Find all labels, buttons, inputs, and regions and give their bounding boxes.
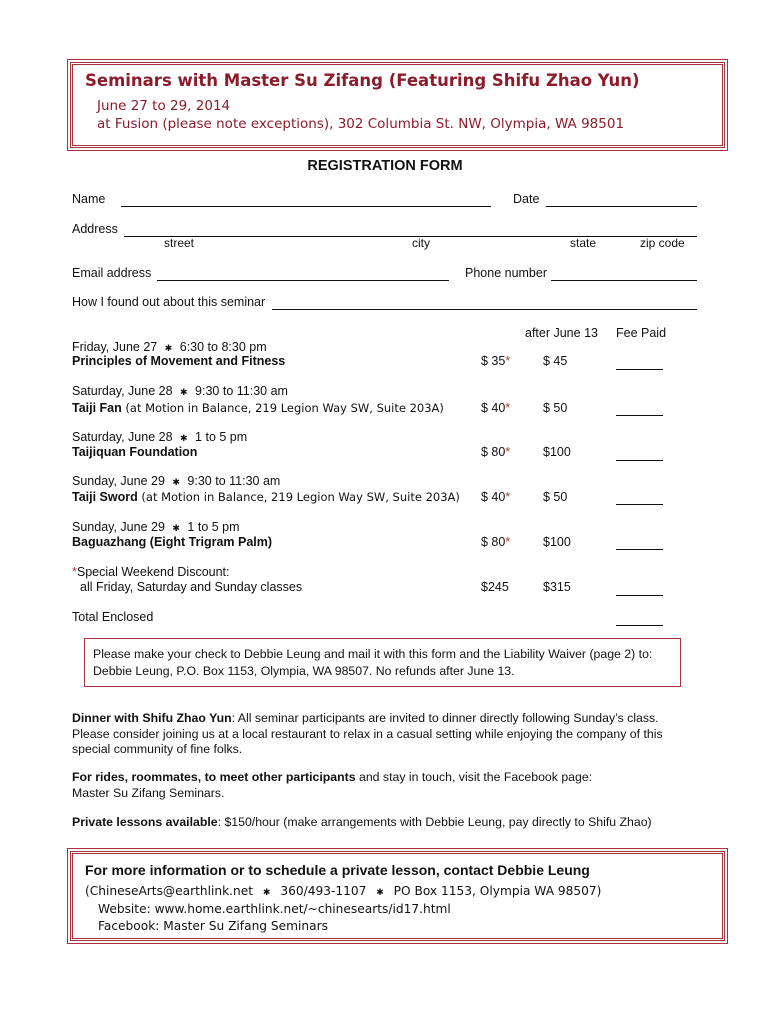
name-field[interactable] [121, 192, 491, 207]
date-label: Date [513, 192, 540, 206]
session-2-fee-field[interactable] [616, 401, 663, 416]
session-5-late-price: $100 [543, 535, 571, 549]
session-1-title: Principles of Movement and Fitness [72, 354, 286, 368]
session-1-early-price: $ 35* [481, 354, 511, 368]
discount-fee-field[interactable] [616, 581, 663, 596]
name-label: Name [72, 192, 106, 206]
session-4-schedule [72, 474, 280, 488]
session-4-venue: (at Motion in Balance, 219 Legion Way SW, Suite 203A) [137, 490, 460, 504]
session-2-day: Saturday, June 28 [72, 384, 173, 398]
dinner-lead: Dinner with Shifu Zhao Yun [72, 711, 232, 725]
found-label: How I found out about this seminar [72, 295, 266, 309]
dinner-paragraph [72, 711, 692, 758]
contact-email: (ChineseArts@earthlink.net [85, 884, 254, 898]
star-icon: ✱ [376, 888, 384, 898]
session-5-schedule [72, 520, 240, 534]
seminar-location: at Fusion (please note exceptions), 302 Columbia St. NW, Olympia, WA 98501 [97, 116, 625, 132]
session-2-late-price: $ 50 [543, 401, 568, 415]
session-4-day: Sunday, June 29 [72, 474, 165, 488]
contact-website: Website: www.home.earthlink.net/~chinesearts/id17.html [98, 902, 451, 916]
session-2-early-price: $ 40* [481, 401, 511, 415]
session-4-title: Taiji Sword [72, 490, 138, 504]
private-lead: Private lessons available [72, 815, 218, 829]
rides-lead: For rides, roommates, to meet other participants [72, 770, 356, 784]
form-title: REGISTRATION FORM [307, 158, 463, 174]
early-marker: * [505, 401, 511, 415]
session-3-day: Saturday, June 28 [72, 430, 173, 444]
star-icon: ✱ [262, 888, 271, 898]
session-1-fee-field[interactable] [616, 355, 663, 370]
session-3-late-price: $100 [543, 445, 571, 459]
session-5-title: Baguazhang (Eight Trigram Palm) [72, 535, 273, 549]
early-marker: * [505, 490, 511, 504]
session-4-title-line [72, 490, 460, 504]
session-5-time: 1 to 5 pm [187, 520, 240, 534]
address-field[interactable] [124, 222, 697, 237]
header-box [70, 62, 725, 148]
session-4-fee-field[interactable] [616, 490, 663, 505]
session-1-schedule [72, 340, 267, 354]
early-marker: * [505, 354, 511, 368]
star-icon: ✱ [180, 433, 188, 443]
session-2-title-line [72, 401, 444, 415]
discount-description: all Friday, Saturday and Sunday classes [80, 580, 303, 594]
fee-paid-header: Fee Paid [616, 326, 667, 340]
star-icon: ✱ [180, 387, 188, 397]
private-lessons-paragraph [72, 815, 692, 831]
rides-paragraph [72, 770, 632, 801]
total-enclosed-label: Total Enclosed [72, 610, 154, 624]
early-marker: * [505, 535, 511, 549]
session-1-late-price: $ 45 [543, 354, 568, 368]
address-zip-label: zip code [640, 236, 685, 250]
star-icon: ✱ [172, 523, 180, 533]
mailing-notice-box [84, 638, 681, 687]
after-june-13-header: after June 13 [525, 326, 598, 340]
contact-title: For more information or to schedule a private lesson, contact Debbie Leung [85, 862, 590, 878]
address-city-label: city [412, 236, 430, 250]
session-5-day: Sunday, June 29 [72, 520, 165, 534]
session-2-schedule [72, 384, 288, 398]
phone-label: Phone number [465, 266, 548, 280]
contact-pobox: PO Box 1153, Olympia WA 98507) [393, 884, 602, 898]
session-3-fee-field[interactable] [616, 446, 663, 461]
discount-marker: * [72, 565, 77, 579]
mailing-notice-text: Please make your check to Debbie Leung and mail it with this form and the Liability Waiver (page 2) to: Debbie Leung, P.O. Box 1153, Olympia, WA 98507. No refunds after June 13. [93, 647, 653, 678]
session-4-early-price: $ 40* [481, 490, 511, 504]
private-text: : $150/hour (make arrangements with Debbie Leung, pay directly to Shifu Zhao) [217, 815, 652, 829]
address-state-label: state [570, 236, 597, 250]
phone-field[interactable] [551, 266, 697, 281]
session-5-fee-field[interactable] [616, 535, 663, 550]
session-3-schedule [72, 430, 247, 444]
email-field[interactable] [157, 266, 449, 281]
date-field[interactable] [546, 192, 697, 207]
rides-text: and stay in touch, visit the Facebook page: Master Su Zifang Seminars. [72, 770, 593, 800]
session-4-late-price: $ 50 [543, 490, 568, 504]
dinner-text: : All seminar participants are invited to dinner directly following Sunday’s class. Please consider joining us at a local restaurant to relax in a casual setting while enjoying the company of this special community of fine folks. [72, 711, 663, 756]
early-marker: * [505, 445, 511, 459]
session-3-title: Taijiquan Foundation [72, 445, 198, 459]
session-3-time: 1 to 5 pm [195, 430, 248, 444]
discount-late-price: $315 [543, 580, 571, 594]
address-label: Address [72, 222, 118, 236]
session-2-venue: (at Motion in Balance, 219 Legion Way SW, Suite 203A) [121, 401, 444, 415]
star-icon: ✱ [172, 477, 180, 487]
session-3-early-price: $ 80* [481, 445, 511, 459]
session-1-day: Friday, June 27 [72, 340, 158, 354]
seminar-dates: June 27 to 29, 2014 [97, 98, 231, 114]
email-label: Email address [72, 266, 152, 280]
address-street-label: street [164, 236, 195, 250]
seminar-title: Seminars with Master Su Zifang (Featuring Shifu Zhao Yun) [85, 71, 640, 90]
contact-facebook: Facebook: Master Su Zifang Seminars [98, 919, 328, 933]
found-field[interactable] [272, 295, 697, 310]
star-icon: ✱ [164, 343, 173, 353]
session-1-time: 6:30 to 8:30 pm [179, 340, 267, 354]
session-5-early-price: $ 80* [481, 535, 511, 549]
total-enclosed-field[interactable] [616, 611, 663, 626]
contact-box [70, 851, 725, 941]
session-2-time: 9:30 to 11:30 am [195, 384, 288, 398]
contact-details [85, 884, 601, 898]
session-4-time: 9:30 to 11:30 am [187, 474, 281, 488]
session-2-title: Taiji Fan [72, 401, 122, 415]
discount-heading: *Special Weekend Discount: [72, 565, 230, 579]
contact-phone: 360/493-1107 [280, 884, 367, 898]
discount-early-price: $245 [481, 580, 509, 594]
